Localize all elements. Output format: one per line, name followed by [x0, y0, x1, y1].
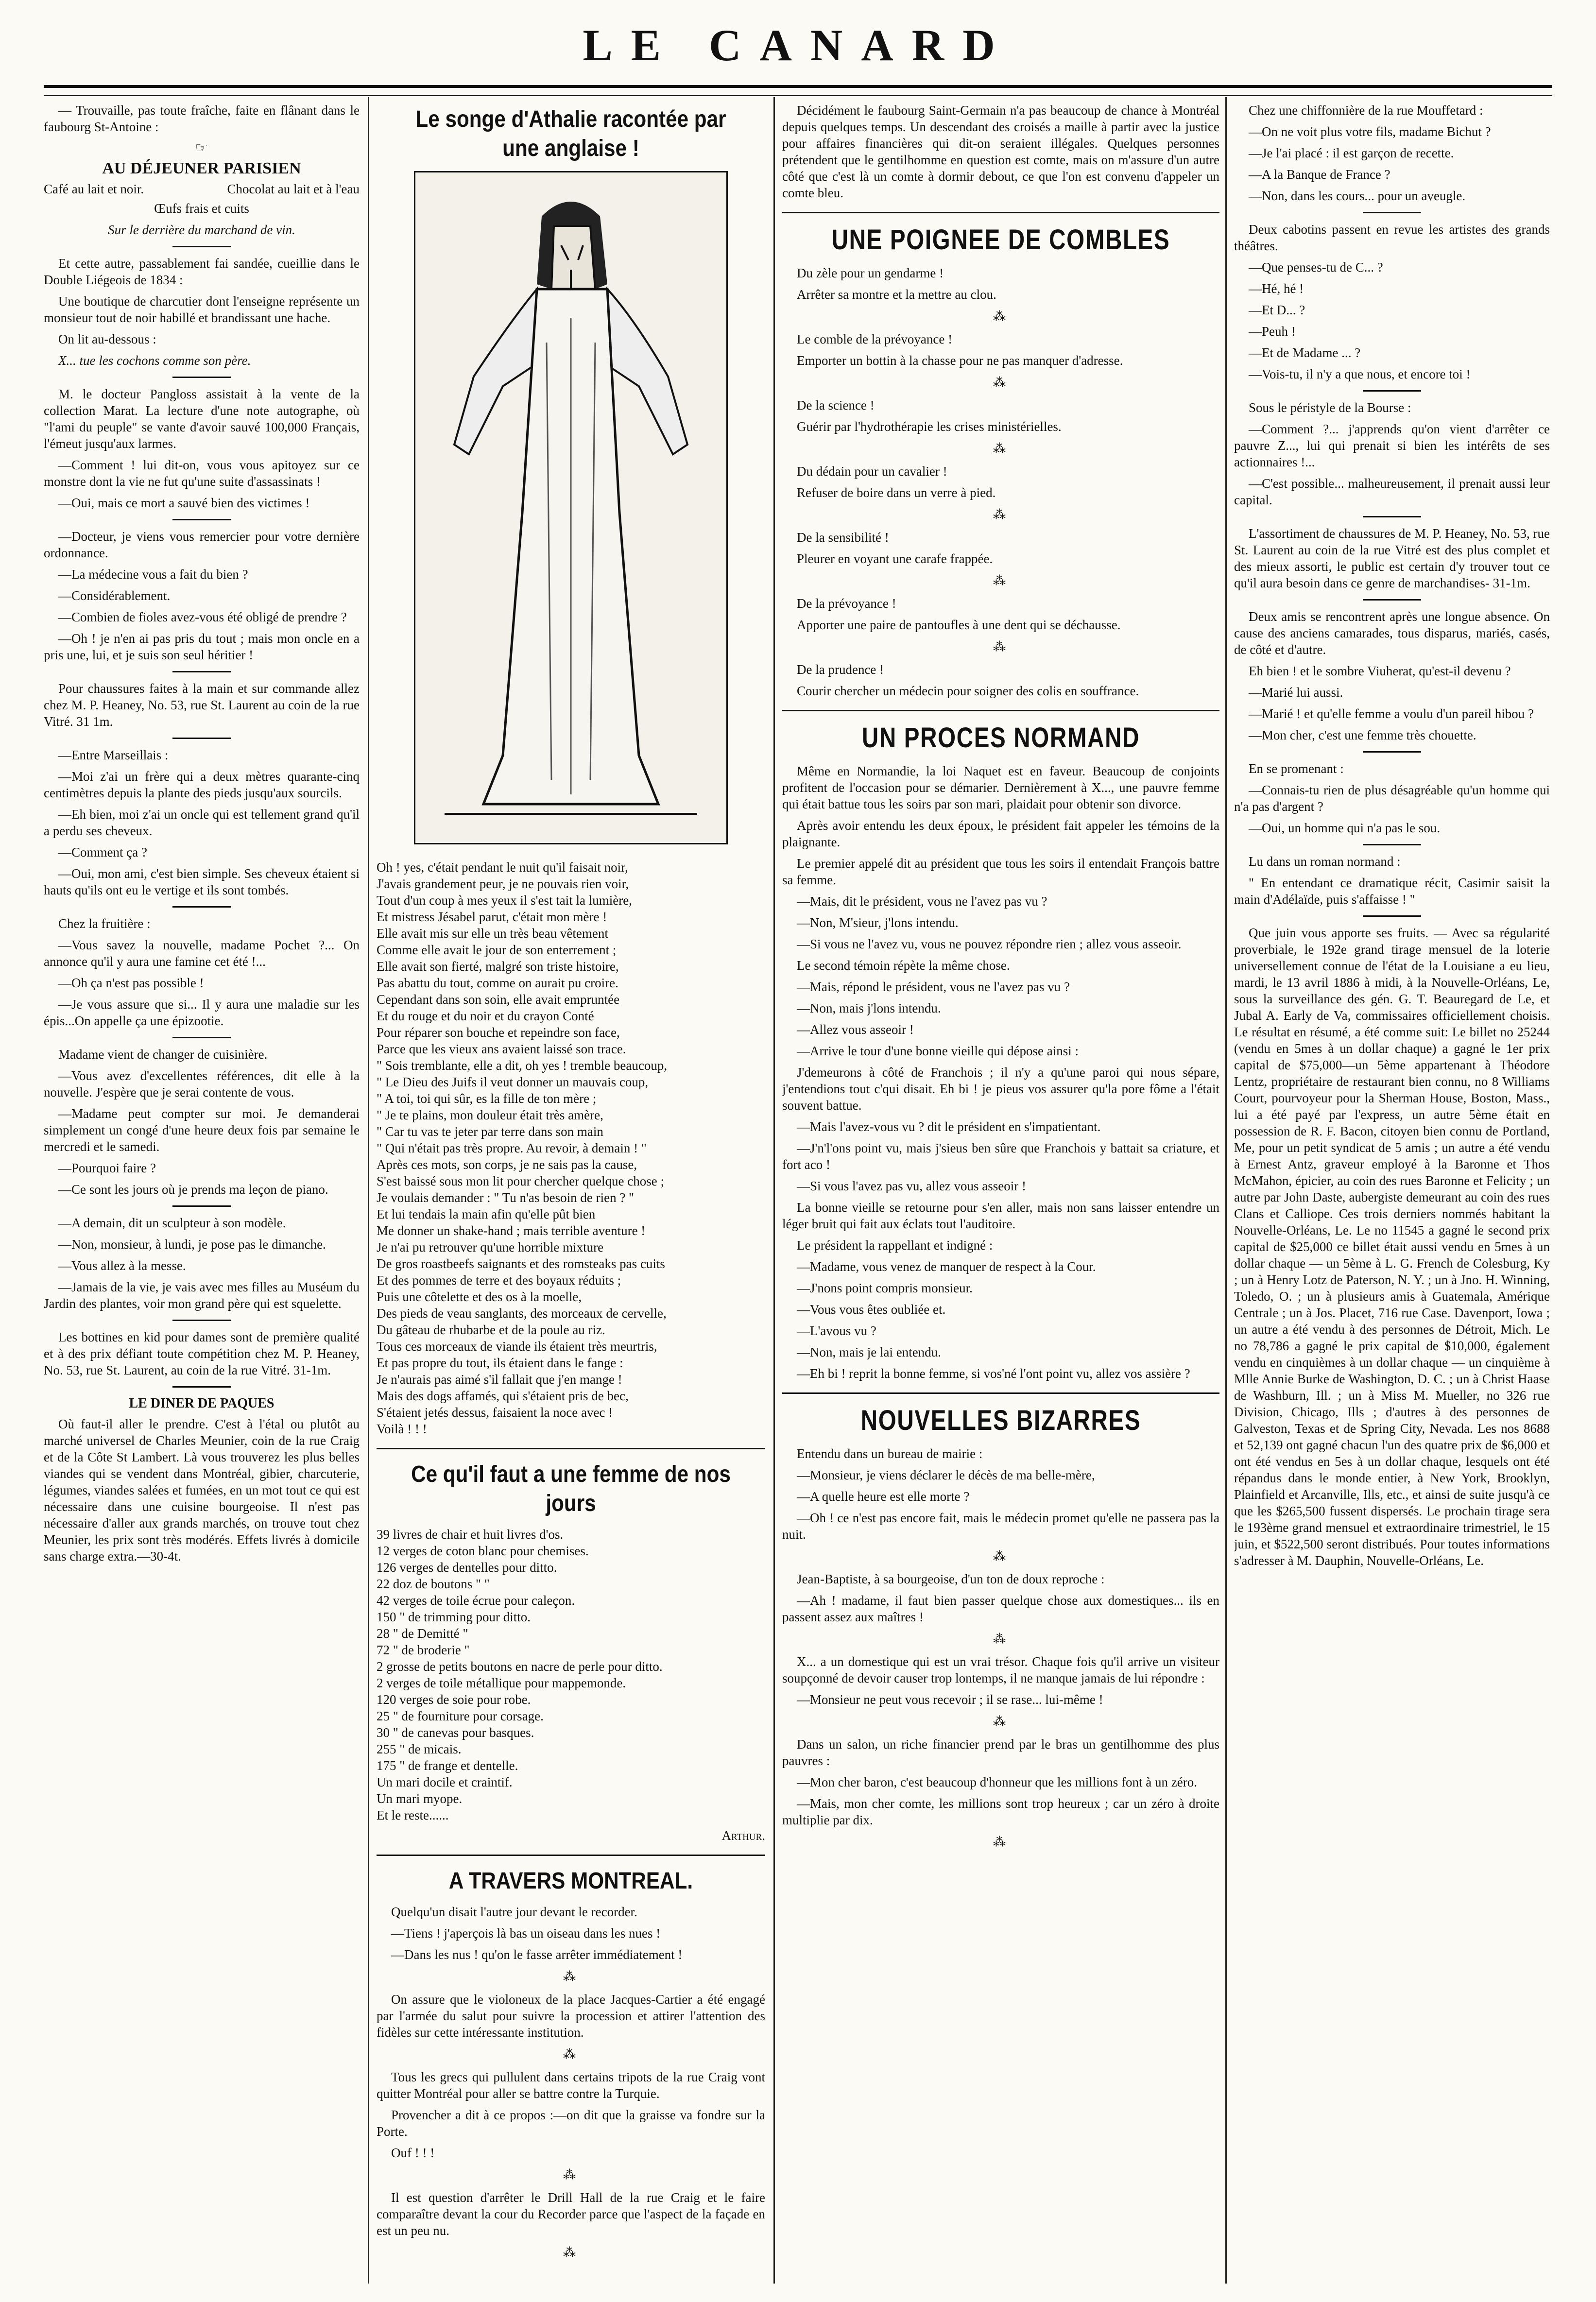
paragraph: —Oh ! je n'en ai pas pris du tout ; mais mon oncle en a pris une, lui, et je suis son seul héritier ! [44, 631, 360, 662]
poem-line: Et du rouge et du noir et du crayon Conté [377, 1009, 594, 1023]
paragraph: —Mais, répond le président, vous ne l'avez pas vu ? [797, 979, 1070, 994]
separator [1363, 844, 1421, 845]
paragraph: —Non, dans les cours... pour un aveugle. [1249, 189, 1466, 203]
paragraph: —Oh ça n'est pas possible ! [58, 976, 204, 990]
asterism: ⁂ [993, 574, 1009, 588]
paragraph: Après avoir entendu les deux époux, le président fait appeler les témoins de la plaignante. [782, 818, 1219, 849]
list-item: 30 " de canevas pour basques. [377, 1725, 534, 1740]
paragraph: De la science ! [797, 398, 875, 412]
paragraph: Arrêter sa montre et la mettre au clou. [797, 287, 996, 302]
poem-line: Oh ! yes, c'était pendant le nuit qu'il faisait noir, [377, 860, 628, 875]
paragraph: —Docteur, je viens vous remercier pour votre dernière ordonnance. [44, 529, 360, 560]
list-item: 175 " de frange et dentelle. [377, 1758, 518, 1773]
list-item: 12 verges de coton blanc pour chemises. [377, 1544, 589, 1558]
paragraph: —Mon cher, c'est une femme très chouette. [1249, 728, 1476, 742]
poem-line: Pour réparer son bouche et repeindre son face, [377, 1025, 620, 1040]
paragraph: —Non, mais j'lons intendu. [797, 1001, 941, 1015]
paragraph: Du zèle pour un gendarme ! [797, 266, 944, 280]
separator [172, 377, 231, 378]
paragraph: Le comble de la prévoyance ! [797, 332, 953, 346]
proces-title: UN PROCES NORMAND [861, 722, 1140, 754]
paragraph: — Trouvaille, pas toute fraîche, faite en flânant dans le faubourg St-Antoine : [44, 103, 360, 134]
lottery-paragraph: Que juin vous apporte ses fruits. — Avec sa régularité proverbiale, le 192e grand tirage mensuel de la loterie universellement connue de l'état de la Louisiane a eu lieu, mardi, le 13 avril 1886 à midi, à la Nouvelle-Orléans, Le, sous la surveillance des gén. G. T. Beauregard de Le, et Jubal A. Early de Va, commissaires officiellement choisis. Le résultat en résumé, a été comme suit: Le billet no 25244 (vendu en 5mes à un dollar chaque) a gagné le 1er prix capital de $75,000—un 5ème appartenant à Théodore Lentz, propriétaire de restaurant bien connu, no 8 Williams Court, pourvoyeur pour la Sherman House, Boston, Mass., lui a été payé par l'express, un autre 5ème était en possession de R. F. Bacon, citoyen bien connu de Portland, Me, pour un petit syndicat de 5 amis ; un autre a été vendu à Ernest Antz, graveur employé à la Baronne et Thos McMahon, épicier, au coin des rues Baronne et Felicity ; un autre par John Daste, aubergiste demeurant au coin des rues Clans et Calliope. Ces trois derniers nommés habitant la Nouvelle-Orléans, Le. Le no 11545 a gagné le second prix capital de $25,000 ce billet était aussi vendu en 5mes à un dollar chaque — un 5ème à L. G. French de Colesburg, Ky ; un à Henry Lotz de Paterson, N. Y. ; un à Jno. H. Winning, Toledo, O. ; un à plusieurs amis à Guatemala, Amérique Centrale ; un à Jos. Placet, 716 rue Case. Davenport, Iowa ; un autre a été vendu à des personnes de Détroit, Mich. Le no 78,786 a gagné le prix capital de $10,000, également vendu en cinquièmes à un dollar chaque — un cinquième à Mlle Annie Burke de Washington, D. C. ; un à Christ Haase de Washburn, Ill. ; un à Miss M. Mueller, no 326 rue Division, Chicago, Ills ; d'autres à des personnes de Galveston, Texas et de Spring City, Nevada. Les nos 8688 et 52,139 ont gagné chacun l'un des quatre prix de $6,000 et ont été vendus en 5es à un dollar chaque, lesquels ont été répandus dans le monde entier, à New York, Brooklyn, Plainfield et Arcanville, Ills, etc., et ainsi de suite jusqu'à ce que les $265,500 fussent dispersés. Le prochain tirage sera le 193ème grand mensuel et extraordinaire trimestriel, le 15 juin, et $522,500 seront distribués. Pour toutes informations s'adresser à M. Dauphin, Nouvelle-Orléans, Le. [1234, 926, 1550, 1568]
paragraph: Pleurer en voyant une carafe frappée. [797, 551, 993, 566]
column-divider [368, 97, 369, 2284]
paragraph: —Allez vous asseoir ! [797, 1022, 914, 1037]
separator [172, 906, 231, 908]
paragraph: —Mon cher baron, c'est beaucoup d'honneur que les millions font à un zéro. [797, 1775, 1198, 1789]
paragraph: —Mais l'avez-vous vu ? dit le président en s'impatientant. [797, 1119, 1101, 1134]
poem-line: Tous ces morceaux de viande ils étaient très meurtris, [377, 1339, 657, 1354]
dinner-title: LE DINER DE PAQUES [129, 1396, 275, 1411]
list-item: Et le reste...... [377, 1808, 449, 1822]
paragraph: —A la Banque de France ? [1249, 167, 1390, 182]
paragraph: X... a un domestique qui est un vrai trésor. Chaque fois qu'il arrive un visiteur soupçonné de devoir causer trop lontemps, il ne manque jamais de lui répondre : [782, 1654, 1219, 1685]
poem-line: " Je te plains, mon douleur était très amère, [377, 1108, 603, 1122]
paragraph: —Oui, mon ami, c'est bien simple. Ses cheveux étaient si hauts qu'ils ont eu le vertige et ils sont tombés. [44, 866, 360, 897]
paragraph: Quelqu'un disait l'autre jour devant le recorder. [391, 1905, 637, 1919]
asterism: ⁂ [563, 2168, 579, 2182]
athalie-illustration [414, 171, 728, 844]
paragraph: —Vois-tu, il n'y a que nous, et encore toi ! [1249, 367, 1471, 381]
paragraph: —On ne voit plus votre fils, madame Bichut ? [1249, 124, 1491, 139]
femme-list [377, 1526, 765, 1823]
paragraph: —Dans les nus ! qu'on le fasse arrêter immédiatement ! [391, 1947, 683, 1962]
paragraph: —Vous allez à la messe. [58, 1258, 186, 1273]
bizarres-title: NOUVELLES BIZARRES [860, 1405, 1141, 1436]
paragraph: " En entendant ce dramatique récit, Casimir saisit la main d'Adélaïde, puis s'affaisse ! " [1234, 876, 1550, 907]
asterism: ⁂ [993, 442, 1009, 456]
paragraph: —Connais-tu rien de plus désagréable qu'un homme qui n'a pas d'argent ? [1234, 783, 1550, 814]
paragraph: Provencher a dit à ce propos :—on dit que la graisse va fondre sur la Porte. [377, 2108, 765, 2139]
column-divider [1225, 97, 1227, 2284]
list-item: 255 " de micais. [377, 1742, 462, 1756]
list-item: 2 verges de toile métallique pour mappemonde. [377, 1676, 626, 1690]
paragraph: —Je vous assure que si... Il y aura une maladie sur les épis...On appelle ça une épizootie. [44, 997, 360, 1028]
paragraph: Madame vient de changer de cuisinière. [58, 1047, 268, 1062]
paragraph: —Arrive le tour d'une bonne vieille qui dépose ainsi : [797, 1044, 1079, 1058]
paragraph: Une boutique de charcutier dont l'enseigne représente un monsieur tout de noir habillé et brandissant une hache. [44, 294, 360, 325]
poem-line: Cependant dans son soin, elle avait empruntée [377, 992, 620, 1007]
combles-title: UNE POIGNEE DE COMBLES [831, 224, 1170, 256]
menu-center: Œufs frais et cuits [154, 201, 249, 216]
paragraph: Guérir par l'hydrothérapie les crises ministérielles. [797, 419, 1062, 434]
list-item: 150 " de trimming pour ditto. [377, 1610, 531, 1624]
list-item: 28 " de Demitté " [377, 1626, 468, 1641]
paragraph: —A demain, dit un sculpteur à son modèle. [58, 1216, 286, 1230]
asterism: ⁂ [993, 640, 1009, 654]
paragraph: Le président la rappellant et indigné : [797, 1238, 993, 1253]
athalie-poem [377, 859, 765, 1437]
paragraph: Tous les grecs qui pullulent dans certains tripots de la rue Craig vont quitter Montréal pour aller se battre contre la Turquie. [377, 2070, 765, 2101]
paragraph: Même en Normandie, la loi Naquet est en faveur. Beaucoup de conjoints profitent de l'occasion pour se démarier. Dernièrement à X..., une pauvre femme qui était battue tous les soirs par son mari, plaidait pour obtenir son divorce. [782, 764, 1219, 811]
paragraph: —Moi z'ai un frère qui a deux mètres quarante-cinq centimètres depuis la plante des pieds jusqu'aux sourcils. [44, 769, 360, 800]
paragraph: —Ah ! madame, il faut bien passer quelque chose aux domestiques... ils en passent assez aux maîtres ! [782, 1593, 1219, 1624]
paragraph: Du dédain pour un cavalier ! [797, 464, 947, 479]
paragraph: De la prévoyance ! [797, 596, 896, 611]
sign-title: AU DÉJEUNER PARISIEN [102, 159, 301, 177]
paragraph: —Non, monsieur, à lundi, je pose pas le dimanche. [58, 1237, 326, 1252]
asterism: ⁂ [563, 1970, 579, 1984]
poem-line: Je n'aurais pas aimé s'il fallait que j'en mange ! [377, 1372, 622, 1387]
paragraph: De la sensibilité ! [797, 530, 889, 545]
poem-line: " A toi, toi qui sûr, es la fille de ton mère ; [377, 1091, 597, 1106]
paragraph: Ouf ! ! ! [391, 2146, 435, 2160]
paragraph: Eh bien ! et le sombre Viuherat, qu'est-il devenu ? [1249, 664, 1511, 678]
paragraph: Pour chaussures faites à la main et sur commande allez chez M. P. Heaney, No. 53, rue St. Laurent au coin de la rue Vitré. 31 1m. [44, 681, 360, 729]
paragraph: Sous le péristyle de la Bourse : [1249, 400, 1411, 415]
paragraph: —Marié lui aussi. [1249, 685, 1343, 700]
poem-line: " Sois tremblante, elle a dit, oh yes ! tremble beaucoup, [377, 1058, 668, 1073]
paragraph: —Non, mais je lai entendu. [797, 1345, 941, 1359]
poem-line: " Qui n'était pas très propre. Au revoir, à demain ! " [377, 1141, 647, 1155]
list-item: 2 grosse de petits boutons en nacre de perle pour ditto. [377, 1659, 663, 1674]
montreal-title: A TRAVERS MONTREAL. [448, 1868, 693, 1894]
poem-line: Je voulais demander : " Tu n'as besoin de rien ? " [377, 1190, 635, 1205]
column-4 [1234, 102, 1550, 2284]
paragraph: Chez une chiffonnière de la rue Mouffetard : [1249, 103, 1483, 118]
paragraph: L'assortiment de chaussures de M. P. Heaney, No. 53, rue St. Laurent au coin de la rue Vitré est des plus complet et des mieux assorti, le public est certain d'y trouver tout ce qu'il aura besoin dans ce genre de marchandises- 31-1m. [1234, 526, 1550, 590]
paragraph: —Comment ça ? [58, 845, 147, 859]
masthead-rule [44, 85, 1552, 96]
column-divider [773, 97, 775, 2284]
poem-line: S'est baissé sous mon lit pour chercher quelque chose ; [377, 1174, 664, 1188]
paragraph: —Et de Madame ... ? [1249, 345, 1361, 360]
separator [172, 1037, 231, 1038]
paragraph: —Hé, hé ! [1249, 281, 1304, 296]
sign-foot: Sur le derrière du marchand de vin. [108, 223, 295, 237]
figure-drawing [415, 172, 726, 843]
section-rule [782, 212, 1219, 213]
column-2 [377, 102, 765, 2284]
paragraph: —Vous savez la nouvelle, madame Pochet ?... On annonce qu'il y aura une famine cet été !... [44, 938, 360, 969]
list-item: 22 doz de boutons " " [377, 1577, 490, 1591]
paragraph: De la prudence ! [797, 662, 884, 677]
paragraph: Courir chercher un médecin pour soigner des colis en souffrance. [797, 684, 1139, 698]
asterism: ⁂ [563, 2047, 579, 2061]
list-item: 120 verges de soie pour robe. [377, 1692, 531, 1707]
paragraph: —Si vous l'avez pas vu, allez vous asseoir ! [797, 1179, 1027, 1193]
poem-line: Elle avait son fierté, malgré son triste histoire, [377, 959, 619, 974]
paragraph: —Monsieur ne peut vous recevoir ; il se rase... lui-même ! [797, 1692, 1103, 1707]
paragraph: Emporter un bottin à la chasse pour ne pas manquer d'adresse. [797, 353, 1123, 368]
paragraph: —Pourquoi faire ? [58, 1161, 156, 1175]
sign-pointer: ☞ [195, 140, 208, 156]
asterism: ⁂ [993, 508, 1009, 522]
paragraph: —Comment ! lui dit-on, vous vous apitoyez sur ce monstre dont la vie ne fut qu'une suite d'assassinats ! [44, 458, 360, 489]
paragraph: —Vous avez d'excellentes références, dit elle à la nouvelle. J'espère que je serai contente de vous. [44, 1068, 360, 1099]
paragraph: —Mais, dit le président, vous ne l'avez pas vu ? [797, 894, 1047, 909]
paragraph: —J'n'l'ons point vu, mais j'sieus ben sûre que Franchois y battait sa criature, et fort aco ! [782, 1141, 1219, 1172]
section-rule [377, 1855, 765, 1856]
section-rule [782, 710, 1219, 711]
femme-title: Ce qu'il faut a une femme de nos jours [411, 1461, 731, 1516]
paragraph: Il est question d'arrêter le Drill Hall de la rue Craig et le faire comparaître devant la cour du Recorder parce que l'aspect de la façade en est un peu nu. [377, 2190, 765, 2238]
paragraph: —Je l'ai placé : il est garçon de recette. [1249, 146, 1454, 160]
paragraph: Le second témoin répète la même chose. [797, 958, 1010, 973]
paragraph: —Non, M'sieur, j'lons intendu. [797, 915, 959, 930]
section-rule [377, 1448, 765, 1449]
masthead: LE CANARD [583, 20, 1013, 70]
separator [1363, 751, 1421, 753]
paragraph: —Considérablement. [58, 588, 171, 603]
paragraph: J'demeurons à côté de Franchois ; il n'y a qu'une paroi qui nous sépare, j'entendions tout c'qui disait. Eh bi ! je pieus vos assurer qu'la pore fôme a l'était souvent battue. [782, 1065, 1219, 1113]
poem-line: Parce que les vieux ans avaient laissé son trace. [377, 1042, 626, 1056]
poem-line: Tout d'un coup à mes yeux il s'est tait la lumière, [377, 893, 632, 908]
separator [1363, 915, 1421, 917]
paragraph: —Tiens ! j'aperçois là bas un oiseau dans les nues ! [391, 1926, 661, 1941]
athalie-title: Le songe d'Athalie racontée par une anglaise ! [415, 106, 726, 161]
menu-right: Chocolat au lait et à l'eau [227, 182, 360, 196]
paragraph: —Comment ?... j'apprends qu'on vient d'arrêter ce pauvre Z..., lui qui prenait si bien les intérêts de ses actionnaires !... [1234, 422, 1550, 469]
sign-menu [44, 181, 360, 197]
asterism: ⁂ [993, 309, 1009, 324]
poem-line: S'étaient jetés dessus, faisaient la noce avec ! [377, 1405, 613, 1420]
poem-line: Voilà ! ! ! [377, 1422, 427, 1436]
paragraph: —Ce sont les jours où je prends ma leçon de piano. [58, 1182, 328, 1197]
paragraph: —Vous vous êtes oubliée et. [797, 1302, 946, 1317]
list-item: 42 verges de toile écrue pour caleçon. [377, 1593, 575, 1608]
paragraph: Lu dans un roman normand : [1249, 854, 1401, 869]
poem-line: Comme elle avait le jour de son enterrement ; [377, 943, 617, 957]
poem-line: Et pas propre du tout, ils étaient dans le fange : [377, 1356, 623, 1370]
paragraph: Et cette autre, passablement fai sandée, cueillie dans le Double Liégeois de 1834 : [44, 256, 360, 287]
paragraph: Chez la fruitière : [58, 916, 151, 931]
paragraph: Jean-Baptiste, à sa bourgeoise, d'un ton de doux reproche : [797, 1572, 1105, 1586]
poem-line: Puis une côtelette et des os à la moelle, [377, 1289, 582, 1304]
paragraph: —Peuh ! [1249, 324, 1296, 339]
separator [172, 1320, 231, 1321]
paragraph: Décidément le faubourg Saint-Germain n'a pas beaucoup de chance à Montréal depuis quelques temps. Un descendant des croisés a maille à partir avec la justice pour affaires financières qui dit-on seraient illégales. Quelques personnes prétendent que le gentilhomme en question est comte, mais on m'assure d'un autre côté que c'est là un comte à dormir debout, ce que l'on est convenu d'appeler un comte bleu. [782, 103, 1219, 200]
paragraph: —A quelle heure est elle morte ? [797, 1489, 970, 1504]
poem-line: Du gâteau de rhubarbe et de la poule au riz. [377, 1323, 605, 1337]
poem-line: Et lui tendais la main afin qu'elle pût bien [377, 1207, 596, 1221]
poem-line: Mais des dogs affamés, qui s'étaient pris de bec, [377, 1389, 629, 1403]
paragraph: Dans un salon, un riche financier prend par le bras un gentilhomme des plus pauvres : [782, 1737, 1219, 1768]
paragraph: Refuser de boire dans un verre à pied. [797, 485, 996, 500]
paragraph: Entendu dans un bureau de mairie : [797, 1446, 983, 1461]
poem-line: " Car tu vas te jeter par terre dans son main [377, 1124, 603, 1139]
paragraph: En se promenant : [1249, 761, 1344, 776]
paragraph: —Eh bien, moi z'ai un oncle qui est tellement grand qu'il a perdu ses cheveux. [44, 807, 360, 838]
paragraph: On assure que le violoneux de la place Jacques-Cartier a été engagé par l'armée du salut pour suivre la procession et attirer l'attention des fidèles sur cette intéressante institution. [377, 1992, 765, 2040]
menu-left: Café au lait et noir. [44, 182, 144, 196]
paragraph: —Mais, mon cher comte, les millions sont trop heureux ; car un zéro à droite multiplie par dix. [782, 1796, 1219, 1827]
column-1 [44, 102, 360, 2284]
femme-signature: Arthur. [721, 1828, 765, 1843]
asterism: ⁂ [993, 1835, 1009, 1849]
poem-line: Et mistress Jésabel parut, c'était mon mère ! [377, 910, 607, 924]
list-item: 72 " de broderie " [377, 1643, 470, 1657]
paragraph: —Monsieur, je viens déclarer le décès de ma belle-mère, [797, 1468, 1095, 1482]
paragraph: Deux cabotins passent en revue les artistes des grands théâtres. [1234, 222, 1550, 253]
separator [172, 1205, 231, 1207]
separator [172, 1386, 231, 1388]
poem-line: Elle avait mis sur elle un très beau vêtement [377, 926, 608, 941]
separator [1363, 599, 1421, 601]
paragraph: Les bottines en kid pour dames sont de première qualité et à des prix défiant toute compétition chez M. P. Heaney, No. 53, rue St. Laurent, au coin de la rue Vitré. 31-1m. [44, 1330, 360, 1377]
asterism: ⁂ [993, 1715, 1009, 1729]
poem-line: Me donner un shake-hand ; mais terrible aventure ! [377, 1223, 646, 1238]
paragraph: —Combien de fioles avez-vous été obligé de prendre ? [58, 610, 347, 624]
section-rule [782, 1392, 1219, 1394]
separator [1363, 212, 1421, 213]
paragraph: —Eh bi ! reprit la bonne femme, si vos'né l'ont point vu, allez vos assière ? [797, 1366, 1190, 1381]
paragraph: On lit au-dessous : [58, 332, 156, 346]
paragraph: —Oui, mais ce mort a sauvé bien des victimes ! [58, 496, 310, 510]
poem-line: J'avais grandement peur, je ne pouvais rien voir, [377, 876, 629, 891]
paragraph: La bonne vieille se retourne pour s'en aller, mais non sans laisser entendre un léger bruit qui fait aux éclats tout l'auditoire. [782, 1200, 1219, 1231]
asterism: ⁂ [993, 1632, 1009, 1646]
paragraph: —Oui, un homme qui n'a pas le sou. [1249, 821, 1441, 835]
list-item: 39 livres de chair et huit livres d'os. [377, 1527, 564, 1542]
list-item: Un mari docile et craintif. [377, 1775, 513, 1789]
list-item: 126 verges de dentelles pour ditto. [377, 1560, 557, 1575]
paragraph: —Entre Marseillais : [58, 748, 169, 762]
paragraph: —L'avous vu ? [797, 1323, 876, 1338]
paragraph: —Et D... ? [1249, 303, 1305, 317]
paragraph: —C'est possible... malheureusement, il prenait aussi leur capital. [1234, 476, 1550, 507]
paragraph: X... tue les cochons comme son père. [58, 353, 251, 368]
column-3 [782, 102, 1219, 2284]
list-item: Un mari myope. [377, 1791, 463, 1806]
poem-line: Après ces mots, son corps, je ne sais pas la cause, [377, 1157, 637, 1172]
paragraph: —Que penses-tu de C... ? [1249, 260, 1383, 275]
paragraph: —Madame, vous venez de manquer de respect à la Cour. [797, 1259, 1096, 1274]
poem-line: Je n'ai pu retrouver qu'une horrible mixture [377, 1240, 604, 1254]
poem-line: De gros roastbeefs saignants et des romsteaks pas cuits [377, 1256, 665, 1271]
poem-line: " Le Dieu des Juifs il veut donner un mauvais coup, [377, 1075, 649, 1089]
poem-line: Pas abattu du tout, comme on aurait pu croire. [377, 976, 618, 990]
paragraph: Deux amis se rencontrent après une longue absence. On cause des anciens camarades, tous disparus, mariés, casés, de côté et d'autre. [1234, 609, 1550, 657]
paragraph: Apporter une paire de pantoufles à une dent qui se déchausse. [797, 618, 1121, 632]
asterism: ⁂ [563, 2246, 579, 2260]
paragraph: Le premier appelé dit au président que tous les soirs il entendait François battre sa femme. [782, 856, 1219, 887]
list-item: 25 " de fourniture pour corsage. [377, 1709, 544, 1723]
paragraph: —J'nons point compris monsieur. [797, 1281, 973, 1295]
paragraph: —Madame peut compter sur moi. Je demanderai simplement un congé d'une heure deux fois par semaine le mercredi et le samedi. [44, 1106, 360, 1154]
paragraph: —La médecine vous a fait du bien ? [58, 567, 248, 582]
paragraph: Où faut-il aller le prendre. C'est à l'étal ou plutôt au marché universel de Charles Meunier, coin de la rue Craig et de la Côte St Lambert. Là vous trouverez les plus belles viandes qui se vendent dans Montréal, gibier, charcuterie, légumes, viandes salées et fumées, en un mot tout ce qui est nécessaire dans une cuisine bourgeoise. Il n'est pas nécessaire d'aller aux grands marchés, on trouve tout chez Meunier, les prix sont très modérés. Effets livrés à domicile sans charge extra.—30-4t. [44, 1417, 360, 1563]
paragraph: —Jamais de la vie, je vais avec mes filles au Muséum du Jardin des plantes, voir mon grand père qui est squelette. [44, 1280, 360, 1311]
paragraph: —Marié ! et qu'elle femme a voulu d'un pareil hibou ? [1249, 706, 1534, 721]
separator [172, 738, 231, 739]
separator [172, 246, 231, 247]
separator [1363, 516, 1421, 517]
asterism: ⁂ [993, 376, 1009, 390]
asterism: ⁂ [993, 1549, 1009, 1563]
separator [172, 671, 231, 672]
paragraph: —Oh ! ce n'est pas encore fait, mais le médecin promet qu'elle ne passera pas la nuit. [782, 1511, 1219, 1542]
paragraph: —Si vous ne l'avez vu, vous ne pouvez répondre rien ; allez vous asseoir. [797, 937, 1182, 951]
separator [172, 519, 231, 520]
poem-line: Et des pommes de terre et des boyaux réduits ; [377, 1273, 621, 1288]
paragraph: M. le docteur Pangloss assistait à la vente de la collection Marat. La lecture d'une note autographe, où "l'ami du peuple" se vante d'avoir sauvé 100,000 Français, l'émeut jusqu'aux larmes. [44, 387, 360, 451]
separator [1363, 390, 1421, 392]
poem-line: Des pieds de veau sanglants, des morceaux de cervelle, [377, 1306, 667, 1321]
